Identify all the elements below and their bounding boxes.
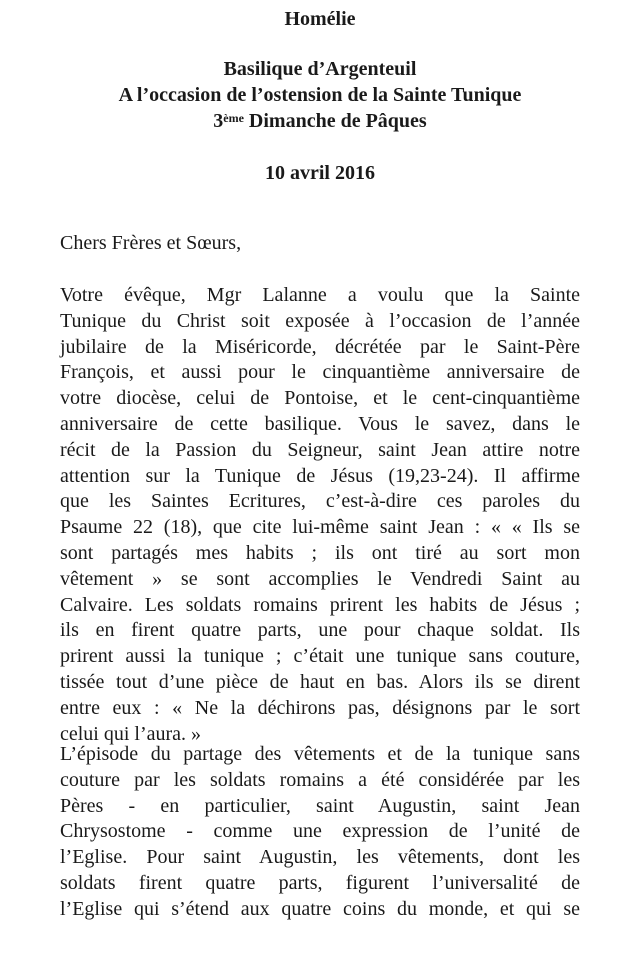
subtitle-sunday bbox=[0, 108, 640, 134]
document-date: 10 avril 2016 bbox=[265, 162, 375, 184]
text-line: François, et aussi pour le cinquantième anniversaire de bbox=[60, 361, 580, 384]
text-line: sont partagés mes habits ; ils ont tiré au sort mon bbox=[60, 541, 580, 564]
salutation: Chers Frères et Sœurs, bbox=[60, 232, 242, 254]
text-line: votre diocèse, celui de Pontoise, et le cent-cinquantième bbox=[60, 387, 580, 410]
text-line: Votre évêque, Mgr Lalanne a voulu que la Sainte bbox=[60, 284, 580, 306]
text-line: anniversaire de cette basilique. Vous le savez, dans le bbox=[60, 412, 580, 435]
sunday-ordinal: 3 bbox=[213, 110, 224, 132]
paragraph-2 bbox=[60, 742, 580, 923]
text-line: tissée tout d’une pièce de haut en bas. Alors ils se dirent bbox=[60, 670, 580, 693]
subtitle-block bbox=[0, 56, 640, 134]
text-line: Psaume 22 (18), que cite lui-même saint Jean : « « Ils se bbox=[60, 516, 580, 539]
subtitle-occasion: A l’occasion de l’ostension de la Sainte Tunique bbox=[118, 84, 522, 106]
text-line: ils en firent quatre parts, une pour chaque soldat. Ils bbox=[60, 619, 580, 642]
text-line: couture par les soldats romains a été considérée par les bbox=[60, 768, 580, 791]
document-title: Homélie bbox=[284, 8, 356, 30]
subtitle-location: Basilique d’Argenteuil bbox=[223, 58, 417, 80]
text-line: vêtement » se sont accomplies le Vendredi Saint au bbox=[60, 567, 580, 590]
text-line: Pères - en particulier, saint Augustin, saint Jean bbox=[60, 794, 580, 817]
text-line: l’Eglise qui s’étend aux quatre coins du monde, et qui se bbox=[60, 897, 580, 920]
paragraph-1 bbox=[60, 283, 580, 747]
text-line: L’épisode du partage des vêtements et de la tunique sans bbox=[60, 743, 580, 765]
text-line: récit de la Passion du Seigneur, saint Jean attire notre bbox=[60, 438, 580, 461]
text-line: celui qui l’aura. » bbox=[60, 722, 202, 745]
text-line: prirent aussi la tunique ; c’était une tunique sans couture, bbox=[60, 645, 580, 668]
text-line: que les Saintes Ecritures, c’est-à-dire ces paroles du bbox=[60, 490, 580, 513]
sunday-superscript: ème bbox=[223, 111, 244, 125]
text-line: attention sur la Tunique de Jésus (19,23-24). Il affirme bbox=[60, 464, 580, 487]
text-line: entre eux : « Ne la déchirons pas, désignons par le sort bbox=[60, 696, 580, 719]
text-line: jubilaire de la Miséricorde, décrétée par le Saint-Père bbox=[60, 335, 580, 358]
text-line: Tunique du Christ soit exposée à l’occasion de l’année bbox=[60, 309, 580, 332]
text-line: Chrysostome - comme une expression de l’unité de bbox=[60, 820, 580, 843]
sunday-name: Dimanche de Pâques bbox=[243, 110, 427, 132]
text-line: l’Eglise. Pour saint Augustin, les vêtements, dont les bbox=[60, 846, 580, 869]
text-line: Calvaire. Les soldats romains prirent les habits de Jésus ; bbox=[60, 593, 580, 616]
text-line: soldats firent quatre parts, figurent l’universalité de bbox=[60, 871, 580, 894]
